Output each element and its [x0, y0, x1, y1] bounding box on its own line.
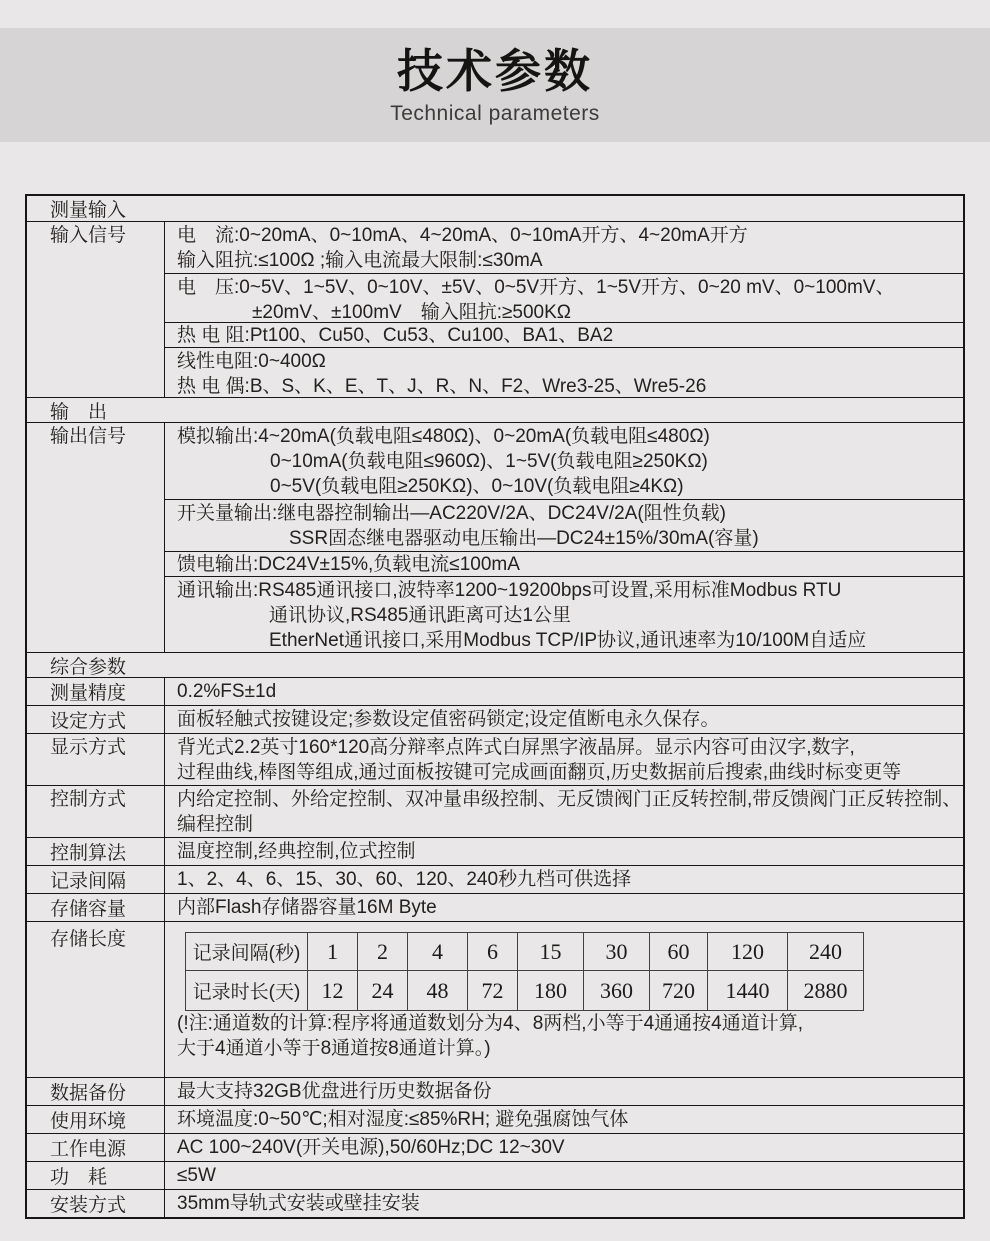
spec-text-line: 内给定控制、外给定控制、双冲量串级控制、无反馈阀门正反转控制,带反馈阀门正反转控制、 — [177, 789, 962, 810]
interval-cell: 120 — [708, 933, 788, 971]
analog-output-block — [165, 423, 963, 499]
linear-thermocouple-block — [165, 347, 963, 397]
spec-text-line: SSR固态继电器驱动电压输出—DC24±15%/30mA(容量) — [289, 528, 759, 549]
row-output-signal — [27, 422, 963, 652]
row-value — [165, 1078, 963, 1105]
row-label-input-signal: 输入信号 — [27, 222, 165, 397]
spec-text-line: 0.2%FS±1d — [177, 681, 277, 702]
interval-cell: 30 — [584, 933, 650, 971]
row-power-supply — [27, 1133, 963, 1161]
row-control-mode — [27, 785, 963, 837]
duration-cell: 2880 — [788, 971, 864, 1011]
row-label-display: 显示方式 — [27, 734, 165, 785]
duration-cell: 12 — [308, 971, 358, 1011]
section-header-measurement-input — [27, 196, 963, 221]
spec-text-line: 面板轻触式按键设定;参数设定值密码锁定;设定值断电永久保存。 — [177, 709, 720, 730]
title-band — [0, 28, 990, 142]
channel-note-line: (!注:通道数的计算:程序将通道数划分为4、8两档,小等于4通通按4通道计算, — [177, 1013, 803, 1034]
interval-cell: 240 — [788, 933, 864, 971]
spec-text-line: 0~10mA(负载电阻≤960Ω)、1~5V(负载电阻≥250KΩ) — [270, 451, 708, 472]
interval-cell: 6 — [468, 933, 518, 971]
spec-text-line: 35mm导轨式安装或壁挂安装 — [177, 1193, 420, 1214]
voltage-input-block — [165, 273, 963, 322]
row-label-power-supply: 工作电源 — [27, 1134, 165, 1161]
duration-cell: 360 — [584, 971, 650, 1011]
spec-text-line: 过程曲线,棒图等组成,通过面板按键可完成画面翻页,历史数据前后搜索,曲线时标变更等 — [177, 762, 902, 783]
row-storage-capacity — [27, 893, 963, 921]
duration-cell: 24 — [358, 971, 408, 1011]
row-storage-length — [27, 921, 963, 1077]
spec-text-line: 编程控制 — [177, 814, 254, 835]
storage-length-content — [165, 922, 963, 1077]
section-header-general — [27, 652, 963, 677]
section-header-text: 测量输入 — [50, 200, 127, 221]
row-value — [165, 786, 963, 837]
interval-cell: 15 — [518, 933, 584, 971]
spec-text-line: 0~5V(负载电阻≥250KΩ)、0~10V(负载电阻≥4KΩ) — [270, 476, 684, 497]
row-label-storage-capacity: 存储容量 — [27, 894, 165, 921]
spec-text-line: AC 100~240V(开关电源),50/60Hz;DC 12~30V — [177, 1137, 565, 1158]
duration-cell: 720 — [650, 971, 708, 1011]
row-power-consumption — [27, 1161, 963, 1189]
duration-cell: 48 — [408, 971, 468, 1011]
spec-table — [25, 194, 965, 1219]
duration-cell: 180 — [518, 971, 584, 1011]
interval-cell: 2 — [358, 933, 408, 971]
row-label-environment: 使用环境 — [27, 1106, 165, 1133]
spec-text-line: 电 压:0~5V、1~5V、0~10V、±5V、0~5V开方、1~5V开方、0~20 mV、0~100mV、 — [177, 277, 895, 298]
row-environment — [27, 1105, 963, 1133]
row-label-installation: 安装方式 — [27, 1190, 165, 1217]
spec-text-line: 1、2、4、6、15、30、60、120、240秒九档可供选择 — [177, 869, 632, 890]
spec-text-line: 开关量输出:继电器控制输出—AC220V/2A、DC24V/2A(阻性负载) — [177, 503, 726, 524]
row-input-signal — [27, 221, 963, 397]
spec-text-line: 线性电阻:0~400Ω — [177, 351, 326, 372]
rtd-input-block — [165, 322, 963, 347]
channel-note-line: 大于4通道小等于8通道按8通道计算。) — [177, 1038, 491, 1059]
spec-text-line: ±20mV、±100mV 输入阻抗:≥500KΩ — [252, 302, 571, 323]
duration-cell: 72 — [468, 971, 518, 1011]
row-label-power-consumption: 功 耗 — [27, 1162, 165, 1189]
record-interval-row — [186, 933, 864, 971]
spec-text-line: 输入阻抗:≤100Ω ;输入电流最大限制:≤30mA — [177, 250, 543, 271]
row-value — [165, 678, 963, 705]
row-value — [165, 1190, 963, 1217]
row-label-record-interval: 记录间隔 — [27, 866, 165, 893]
page-subtitle: Technical parameters — [390, 102, 600, 125]
row-value — [165, 894, 963, 921]
spec-text-line: 最大支持32GB优盘进行历史数据备份 — [177, 1081, 492, 1102]
row-value — [165, 734, 963, 785]
spec-text-line: ≤5W — [177, 1165, 216, 1186]
row-display — [27, 733, 963, 785]
spec-text-line: 通讯协议,RS485通讯距离可达1公里 — [269, 605, 571, 626]
output-signal-values — [165, 423, 963, 652]
spec-text-line: 模拟输出:4~20mA(负载电阻≤480Ω)、0~20mA(负载电阻≤480Ω) — [177, 426, 710, 447]
row-label-accuracy: 测量精度 — [27, 678, 165, 705]
row-value — [165, 706, 963, 733]
spec-text-line: 电 流:0~20mA、0~10mA、4~20mA、0~10mA开方、4~20mA开方 — [177, 225, 748, 246]
spec-text-line: 背光式2.2英寸160*120高分辩率点阵式白屏黑字液晶屏。显示内容可由汉字,数字, — [177, 737, 855, 758]
row-value — [165, 1106, 963, 1133]
section-header-text: 综合参数 — [50, 656, 127, 678]
spec-text-line: 热 电 阻:Pt100、Cu50、Cu53、Cu100、BA1、BA2 — [177, 324, 614, 346]
row-label-setting: 设定方式 — [27, 706, 165, 733]
row-control-algorithm — [27, 837, 963, 865]
section-header-output — [27, 397, 963, 422]
spec-text-line: 环境温度:0~50℃;相对湿度:≤85%RH; 避免强腐蚀气体 — [177, 1109, 629, 1130]
interval-cell: 60 — [650, 933, 708, 971]
spec-text-line: EtherNet通讯接口,采用Modbus TCP/IP协议,通讯速率为10/100M自适应 — [269, 630, 867, 651]
page-title: 技术参数 — [397, 45, 593, 97]
switch-output-block — [165, 499, 963, 551]
row-label-control-algorithm: 控制算法 — [27, 838, 165, 865]
row-value — [165, 1134, 963, 1161]
record-duration-header-cell: 记录时长(天) — [186, 971, 308, 1011]
row-value — [165, 838, 963, 865]
duration-cell: 1440 — [708, 971, 788, 1011]
row-value — [165, 1162, 963, 1189]
row-label-output-signal: 输出信号 — [27, 423, 165, 652]
interval-cell: 4 — [408, 933, 468, 971]
current-input-block — [165, 222, 963, 273]
row-label-storage-length: 存储长度 — [27, 922, 165, 1077]
row-label-control-mode: 控制方式 — [27, 786, 165, 837]
section-header-text: 输 出 — [50, 401, 108, 423]
row-record-interval — [27, 865, 963, 893]
spec-text-line: 温度控制,经典控制,位式控制 — [177, 841, 416, 862]
row-setting — [27, 705, 963, 733]
row-installation — [27, 1189, 963, 1217]
input-signal-values — [165, 222, 963, 397]
spec-text-line: 通讯输出:RS485通讯接口,波特率1200~19200bps可设置,采用标准Modbus RTU — [177, 580, 842, 601]
spec-text-line: 内部Flash存储器容量16M Byte — [177, 897, 437, 918]
interval-cell: 1 — [308, 933, 358, 971]
record-capacity-table — [185, 932, 864, 1011]
feed-output-block — [165, 551, 963, 576]
row-accuracy — [27, 677, 963, 705]
spec-text-line: 热 电 偶:B、S、K、E、T、J、R、N、F2、Wre3-25、Wre5-26 — [177, 376, 707, 397]
row-label-data-backup: 数据备份 — [27, 1078, 165, 1105]
record-interval-header-cell: 记录间隔(秒) — [186, 933, 308, 971]
spec-text-line: 馈电输出:DC24V±15%,负载电流≤100mA — [177, 553, 520, 575]
comm-output-block — [165, 576, 963, 652]
record-duration-row — [186, 971, 864, 1011]
row-value — [165, 866, 963, 893]
row-data-backup — [27, 1077, 963, 1105]
